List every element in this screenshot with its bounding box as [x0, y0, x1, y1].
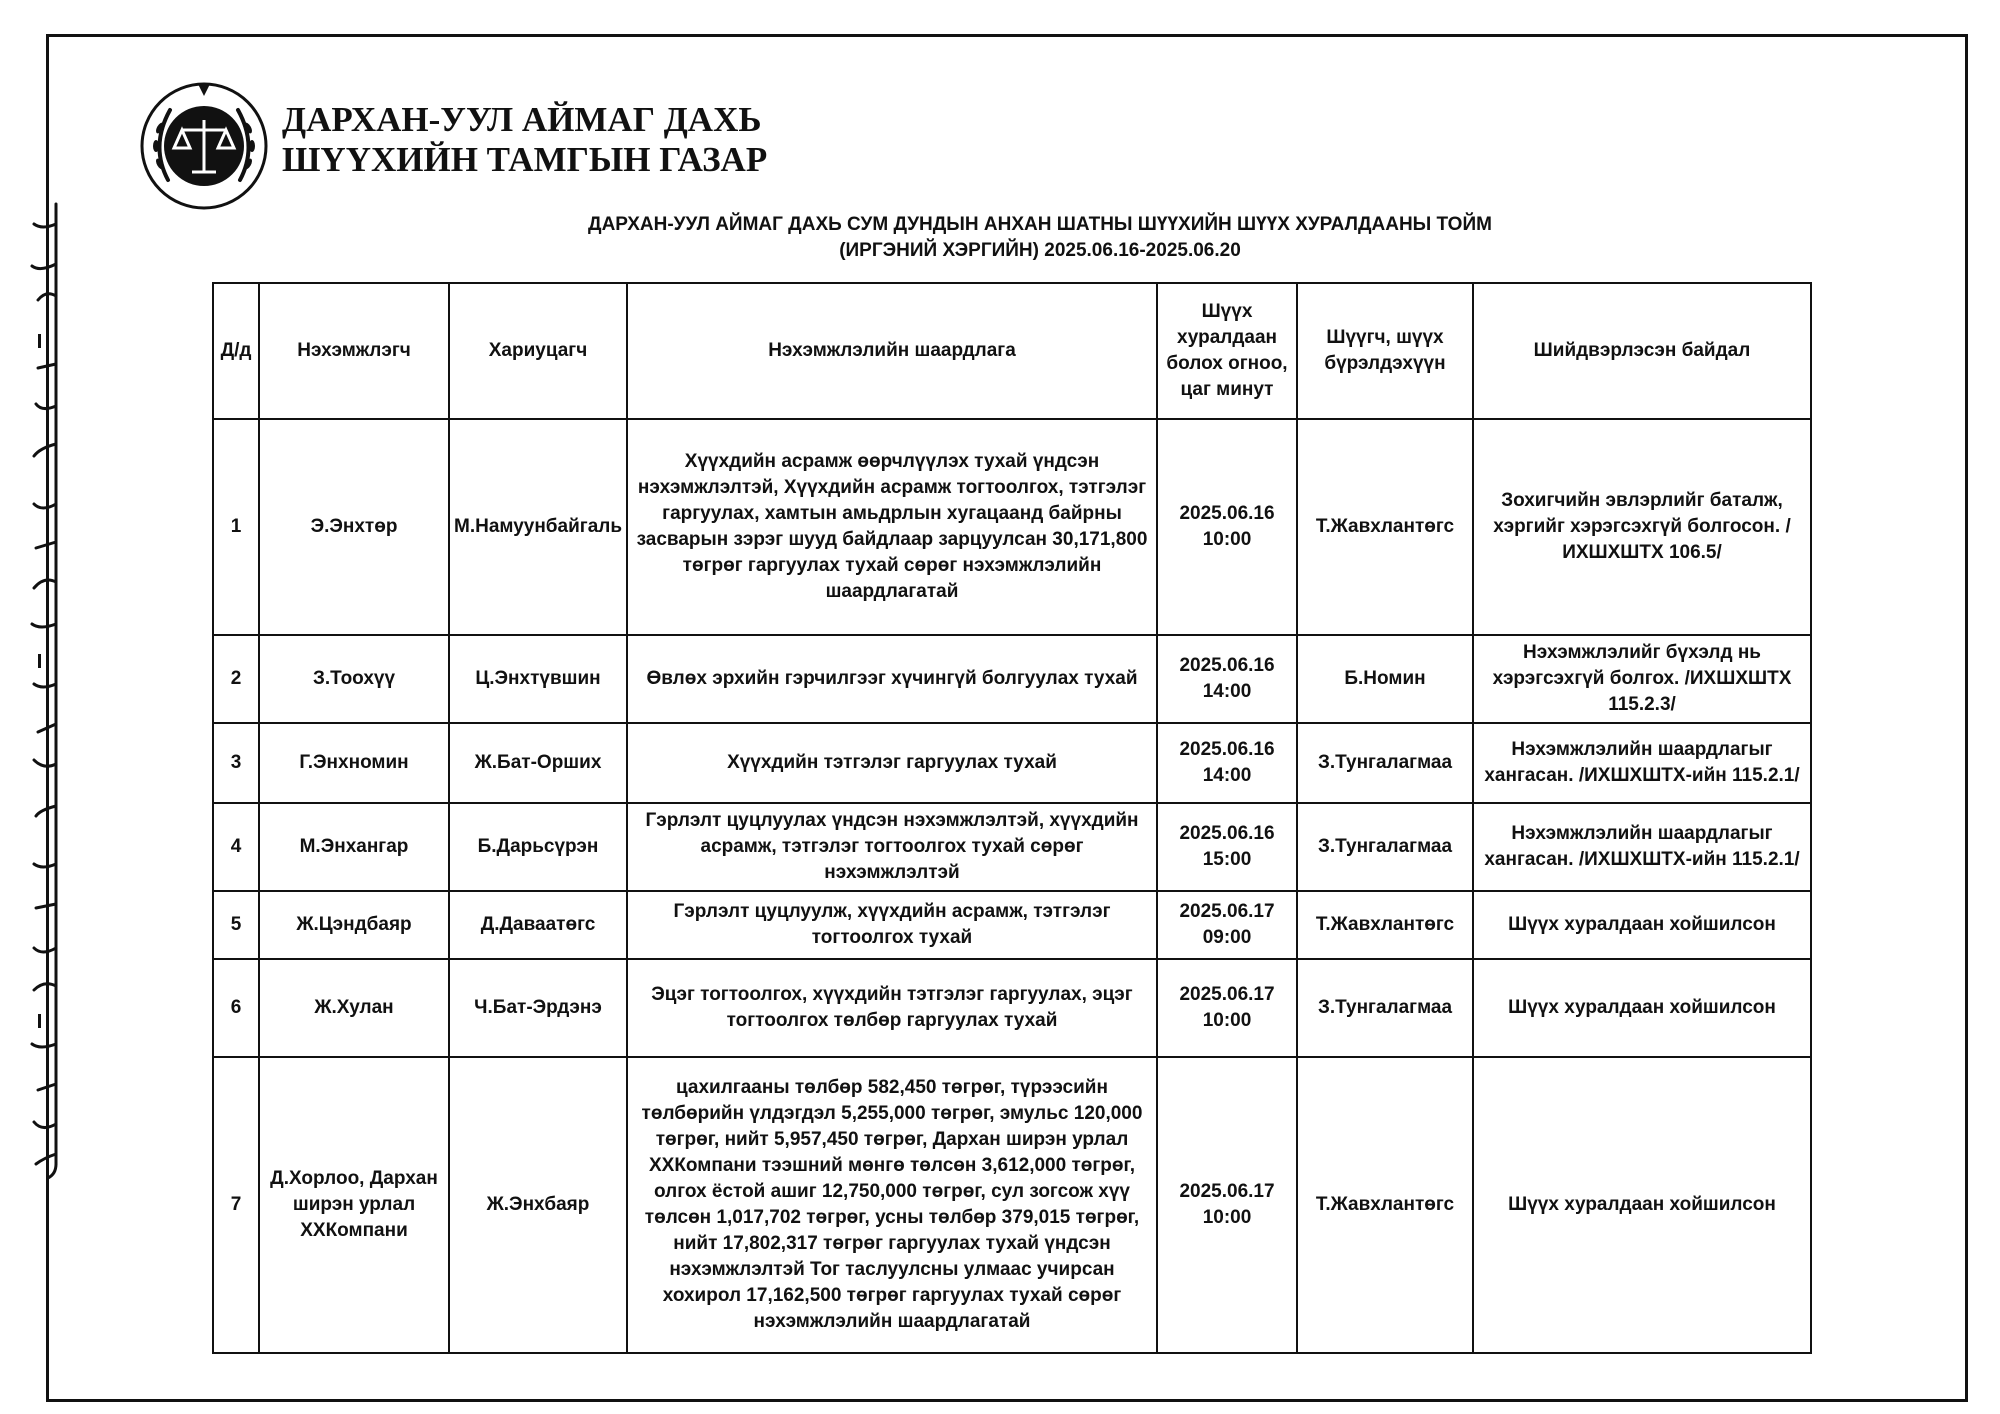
table-row — [213, 959, 1811, 1057]
cell-plaintiff: Э.Энхтөр — [259, 419, 449, 635]
cell-hearing-datetime — [1157, 803, 1297, 891]
hearing-date: 2025.06.17 — [1179, 901, 1275, 922]
cell-defendant: Ч.Бат-Эрдэнэ — [449, 959, 627, 1057]
cell-plaintiff: М.Энхангар — [259, 803, 449, 891]
cell-judge: З.Тунгалагмаа — [1297, 959, 1473, 1057]
table-row — [213, 635, 1811, 723]
cell-claim: цахилгааны төлбөр 582,450 төгрөг, түрээсийн төлбөрийн үлдэгдэл 5,255,000 төгрөг, эмульс 120,000 төгрөг, нийт 5,957,450 төгрөг, Дархан ширэн урлал ХХКомпани тээшний мөнгө төлсөн 3,612,000 төгрөг, олгох ёстой ашиг 12,750,000 төгрөг, сул зогсож хүү төлсөн 1,017,702 төгрөг, усны төлбөр 379,015 төгрөг, нийт 17,802,317 төгрөг гаргуулах тухай үндсэн нэхэмжлэлтэй Тог таслуулсны улмаас учирсан хохирол 17,162,500 төгрөг гаргуулах тухай сөрөг нэхэмжлэлийн шаардлагатай — [627, 1057, 1157, 1353]
hearing-date: 2025.06.16 — [1179, 739, 1275, 760]
hearing-date: 2025.06.16 — [1179, 503, 1275, 524]
cell-claim: Хүүхдийн асрамж өөрчлүүлэх тухай үндсэн нэхэмжлэлтэй, Хүүхдийн асрамж тогтоолгох, тэтгэлэг гаргуулах, хамтын амьдрлын хугацаанд байрны засварын зэрэг шууд байдлаар зарцуулсан 30,171,800 төгрөг гаргуулах тухай сөрөг нэхэмжлэлийн шаардлагатай — [627, 419, 1157, 635]
cell-decision: Нэхэмжлэлийн шаардлагыг хангасан. /ИХШХШТХ-ийн 115.2.1/ — [1473, 723, 1811, 803]
cell-defendant: М.Намуунбайгаль — [449, 419, 627, 635]
cell-decision: Зохигчийн эвлэрлийг баталж, хэргийг хэрэгсэхгүй болгосон. /ИХШХШТХ 106.5/ — [1473, 419, 1811, 635]
cell-claim: Хүүхдийн тэтгэлэг гаргуулах тухай — [627, 723, 1157, 803]
hearing-time: 09:00 — [1202, 927, 1252, 948]
table-row — [213, 723, 1811, 803]
cell-number: 6 — [213, 959, 259, 1057]
cell-judge: Т.Жавхлантөгс — [1297, 419, 1473, 635]
org-name-line1: ДАРХАН-УУЛ АЙМАГ ДАХЬ — [282, 100, 762, 139]
column-header-plaintiff: Нэхэмжлэгч — [259, 283, 449, 419]
cell-claim: Өвлөх эрхийн гэрчилгээг хүчингүй болгуулах тухай — [627, 635, 1157, 723]
hearing-time: 14:00 — [1202, 681, 1252, 702]
hearing-time: 10:00 — [1202, 1207, 1252, 1228]
hearing-time: 10:00 — [1202, 1010, 1252, 1031]
column-header-judge: Шүүгч, шүүх бүрэлдэхүүн — [1297, 283, 1473, 419]
cell-hearing-datetime — [1157, 891, 1297, 959]
cell-hearing-datetime — [1157, 1057, 1297, 1353]
title-line2: (ИРГЭНИЙ ХЭРГИЙН) 2025.06.16-2025.06.20 — [839, 240, 1241, 261]
cell-defendant: Б.Дарьсүрэн — [449, 803, 627, 891]
organization-name — [282, 100, 767, 180]
cell-decision: Шүүх хуралдаан хойшилсон — [1473, 1057, 1811, 1353]
hearing-schedule-table — [212, 282, 1812, 1354]
scales-of-justice-emblem-icon — [138, 80, 270, 212]
cell-number: 4 — [213, 803, 259, 891]
cell-plaintiff: Д.Хорлоо, Дархан ширэн урлал ХХКомпани — [259, 1057, 449, 1353]
org-name-line2: ШҮҮХИЙН ТАМГЫН ГАЗАР — [282, 140, 768, 179]
cell-decision: Нэхэмжлэлийг бүхэлд нь хэрэгсэхгүй болгох. /ИХШХШТХ 115.2.3/ — [1473, 635, 1811, 723]
cell-plaintiff: З.Тоохүү — [259, 635, 449, 723]
mongolian-script-vertical-text-icon — [0, 34, 90, 1402]
cell-hearing-datetime — [1157, 635, 1297, 723]
cell-number: 1 — [213, 419, 259, 635]
column-header-defendant: Хариуцагч — [449, 283, 627, 419]
cell-judge: З.Тунгалагмаа — [1297, 803, 1473, 891]
cell-hearing-datetime — [1157, 723, 1297, 803]
cell-defendant: Ж.Бат-Орших — [449, 723, 627, 803]
cell-decision: Шүүх хуралдаан хойшилсон — [1473, 891, 1811, 959]
cell-judge: Б.Номин — [1297, 635, 1473, 723]
cell-hearing-datetime — [1157, 419, 1297, 635]
hearing-date: 2025.06.16 — [1179, 655, 1275, 676]
cell-number: 2 — [213, 635, 259, 723]
hearing-time: 15:00 — [1202, 849, 1252, 870]
table-row — [213, 419, 1811, 635]
cell-number: 3 — [213, 723, 259, 803]
cell-plaintiff: Г.Энхномин — [259, 723, 449, 803]
cell-defendant: Ц.Энхтүвшин — [449, 635, 627, 723]
cell-claim: Гэрлэлт цуцлуулах үндсэн нэхэмжлэлтэй, хүүхдийн асрамж, тэтгэлэг тогтоолгох тухай сөрөг нэхэмжлэлтэй — [627, 803, 1157, 891]
hearing-time: 10:00 — [1202, 529, 1252, 550]
cell-judge: Т.Жавхлантөгс — [1297, 1057, 1473, 1353]
cell-claim: Эцэг тогтоолгох, хүүхдийн тэтгэлэг гаргуулах, эцэг тогтоолгох төлбөр гаргуулах тухай — [627, 959, 1157, 1057]
hearing-date: 2025.06.17 — [1179, 984, 1275, 1005]
cell-judge: З.Тунгалагмаа — [1297, 723, 1473, 803]
hearing-date: 2025.06.16 — [1179, 823, 1275, 844]
column-header-decision: Шийдвэрлэсэн байдал — [1473, 283, 1811, 419]
column-header-claim: Нэхэмжлэлийн шаардлага — [627, 283, 1157, 419]
cell-claim: Гэрлэлт цуцлуулж, хүүхдийн асрамж, тэтгэлэг тогтоолгох тухай — [627, 891, 1157, 959]
table-row — [213, 803, 1811, 891]
cell-plaintiff: Ж.Цэндбаяр — [259, 891, 449, 959]
document-title — [300, 212, 1780, 264]
table-header-row — [213, 283, 1811, 419]
title-line1: ДАРХАН-УУЛ АЙМАГ ДАХЬ СУМ ДУНДЫН АНХАН ШАТНЫ ШҮҮХИЙН ШҮҮХ ХУРАЛДААНЫ ТОЙМ — [588, 214, 1492, 235]
cell-number: 5 — [213, 891, 259, 959]
table-row — [213, 891, 1811, 959]
cell-defendant: Ж.Энхбаяр — [449, 1057, 627, 1353]
hearing-time: 14:00 — [1202, 765, 1252, 786]
cell-defendant: Д.Даваатөгс — [449, 891, 627, 959]
cell-judge: Т.Жавхлантөгс — [1297, 891, 1473, 959]
hearing-date: 2025.06.17 — [1179, 1181, 1275, 1202]
column-header-hearing-datetime: Шүүх хуралдаан болох огноо, цаг минут — [1157, 283, 1297, 419]
cell-plaintiff: Ж.Хулан — [259, 959, 449, 1057]
cell-number: 7 — [213, 1057, 259, 1353]
column-header-number: Д/д — [213, 283, 259, 419]
cell-decision: Шүүх хуралдаан хойшилсон — [1473, 959, 1811, 1057]
cell-decision: Нэхэмжлэлийн шаардлагыг хангасан. /ИХШХШТХ-ийн 115.2.1/ — [1473, 803, 1811, 891]
table-row — [213, 1057, 1811, 1353]
cell-hearing-datetime — [1157, 959, 1297, 1057]
